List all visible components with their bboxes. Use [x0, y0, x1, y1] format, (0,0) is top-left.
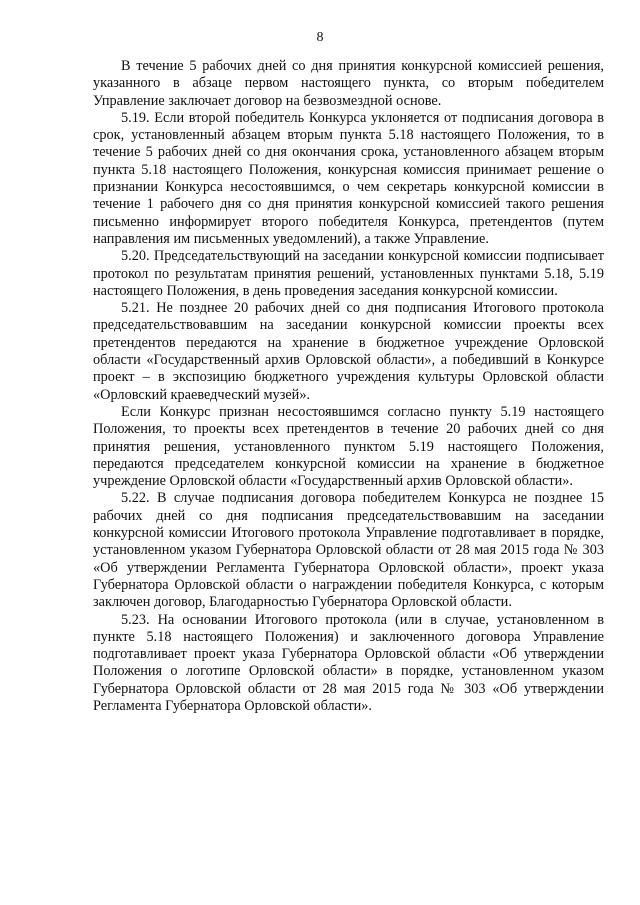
- paragraph-5-20: 5.20. Председательствующий на заседании конкурсной комиссии подписывает протокол по результатам принятия решений, установленных пунктами 5.18, 5.19 настоящего Положения, в день проведения заседания конкурсной комиссии.: [93, 248, 604, 299]
- paragraph-5-22: 5.22. В случае подписания договора победителем Конкурса не позднее 15 рабочих дней со дня подписания председательствовавшим на заседании конкурсной комиссии Итогового протокола Управление подготавливает в порядке, установленном указом Губернатора Орловской области от 28 мая 2015 года № 303 «Об утверждении Регламента Губернатора Орловской области», проект указа Губернатора Орловской области о награждении победителя Конкурса, с которым заключен договор, Благодарностью Губернатора Орловской области.: [93, 490, 604, 611]
- paragraph-contract-second-winner: В течение 5 рабочих дней со дня принятия конкурсной комиссией решения, указанного в абзаце первом настоящего пункта, со вторым победителем Управление заключает договор на безвозмездной основе.: [93, 58, 604, 109]
- paragraph-contest-failed: Если Конкурс признан несостоявшимся согласно пункту 5.19 настоящего Положения, то проекты всех претендентов в течение 20 рабочих дней со дня принятия решения, установленного пунктом 5.19 настоящего Положения, передаются председателем конкурсной комиссии на хранение в бюджетное учреждение Орловской области «Государственный архив Орловской области».: [93, 403, 604, 490]
- paragraph-5-19: 5.19. Если второй победитель Конкурса уклоняется от подписания договора в срок, установленный абзацем вторым пункта 5.18 настоящего Положения, то в течение 5 рабочих дней со дня окончания срока, установленного абзацем вторым пункта 5.18 настоящего Положения, конкурсная комиссия принимает решение о признании Конкурса несостоявшимся, о чем секретарь конкурсной комиссии в течение 1 рабочего дня со дня принятия конкурсной комиссией такого решения письменно информирует второго победителя Конкурса, претендентов (путем направления им письменных уведомлений), а также Управление.: [93, 109, 604, 247]
- paragraph-5-23: 5.23. На основании Итогового протокола (или в случае, установленном в пункте 5.18 настоящего Положения) и заключенного договора Управление подготавливает проект указа Губернатора Орловской области «Об утверждении Положения о логотипе Орловской области» в порядке, установленном указом Губернатора Орловской области от 28 мая 2015 года № 303 «Об утверждении Регламента Губернатора Орловской области».: [93, 611, 604, 714]
- paragraph-5-21: 5.21. Не позднее 20 рабочих дней со дня подписания Итогового протокола председательствовавшим на заседании конкурсной комиссии проекты всех претендентов передаются на хранение в бюджетное учреждение Орловской области «Государственный архив Орловской области», а победивший в Конкурсе проект – в экспозицию бюджетного учреждения культуры Орловской области «Орловский краеведческий музей».: [93, 300, 604, 403]
- document-body: [93, 58, 604, 715]
- page-number: 8: [316, 30, 324, 45]
